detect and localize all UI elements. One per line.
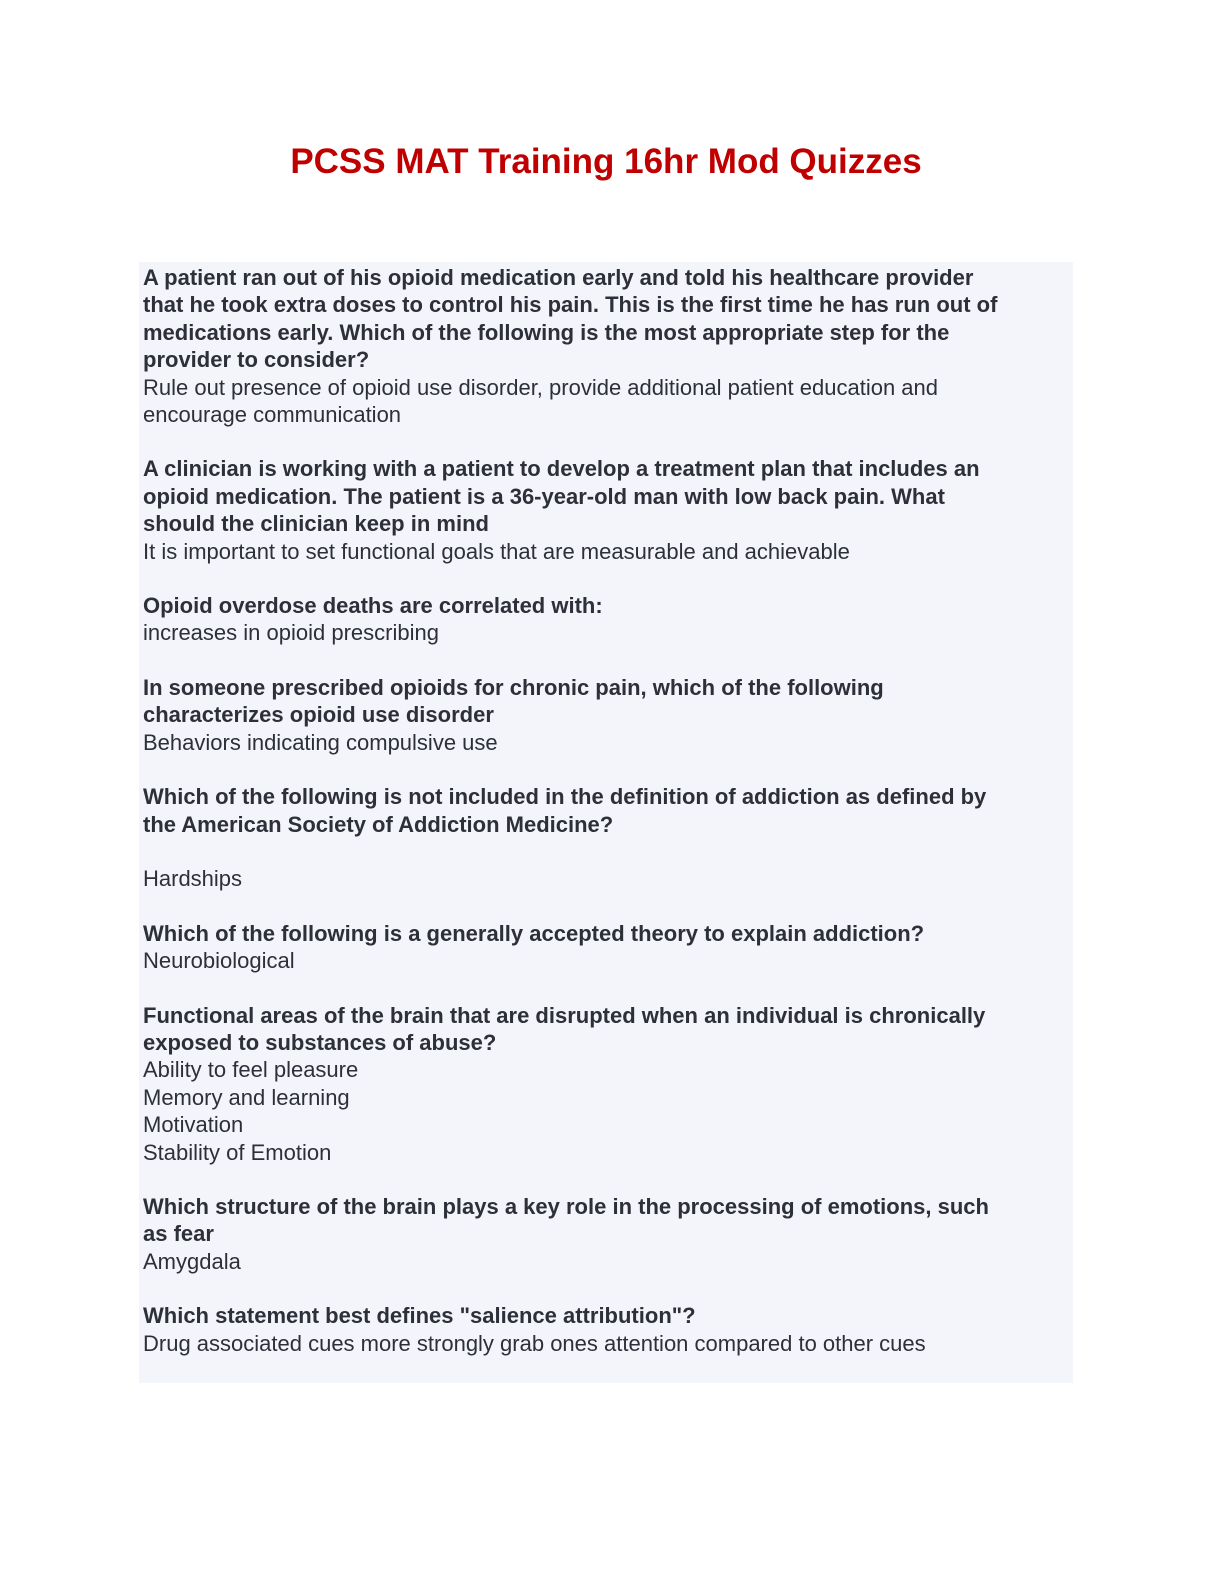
- qa-item: [143, 920, 1073, 975]
- question-text: A clinician is working with a patient to develop a treatment plan that includes an opioid medication. The patient is a 36-year-old man with low back pain. What should the clinician keep in mind: [143, 456, 980, 537]
- qa-item: [143, 264, 1073, 428]
- answer-text: Ability to feel pleasure Memory and learning Motivation Stability of Emotion: [143, 1057, 359, 1165]
- answer-text: Neurobiological: [143, 948, 295, 974]
- answer-text: Amygdala: [143, 1248, 241, 1274]
- answer-text: Hardships: [143, 866, 243, 892]
- question-text: Which statement best defines "salience attribution"?: [143, 1303, 696, 1329]
- question-text: A patient ran out of his opioid medication early and told his healthcare provider that he took extra doses to control his pain. This is the first time he has run out of medications early. Which of the following is the most appropriate step for the provider to consider?: [143, 265, 998, 373]
- question-text: Which structure of the brain plays a key role in the processing of emotions, such as fear: [143, 1193, 989, 1247]
- qa-item: [143, 1302, 1073, 1357]
- question-text: Opioid overdose deaths are correlated with:: [143, 593, 603, 619]
- blank-line: [143, 838, 1073, 865]
- answer-text: It is important to set functional goals that are measurable and achievable: [143, 538, 850, 564]
- qa-item: [143, 455, 1073, 565]
- answer-text: increases in opioid prescribing: [143, 620, 439, 646]
- question-text: Functional areas of the brain that are disrupted when an individual is chronically exposed to substances of abuse?: [143, 1002, 986, 1055]
- question-text: Which of the following is a generally accepted theory to explain addiction?: [143, 920, 925, 946]
- question-text: Which of the following is not included in the definition of addiction as defined by the American Society of Addiction Medicine?: [143, 784, 987, 837]
- qa-item: [143, 1002, 1073, 1166]
- answer-text: Behaviors indicating compulsive use: [143, 729, 498, 755]
- answer-text: Drug associated cues more strongly grab ones attention compared to other cues: [143, 1330, 926, 1356]
- qa-item: [143, 674, 1073, 756]
- answer-text: Rule out presence of opioid use disorder, provide additional patient education and encourage communication: [143, 374, 938, 428]
- qa-item: [143, 783, 1073, 893]
- question-text: In someone prescribed opioids for chronic pain, which of the following characterizes opioid use disorder: [143, 674, 884, 728]
- qa-item: [143, 592, 1073, 647]
- document-title: PCSS MAT Training 16hr Mod Quizzes: [290, 142, 922, 181]
- qa-list: [139, 262, 1073, 1383]
- qa-item: [143, 1193, 1073, 1275]
